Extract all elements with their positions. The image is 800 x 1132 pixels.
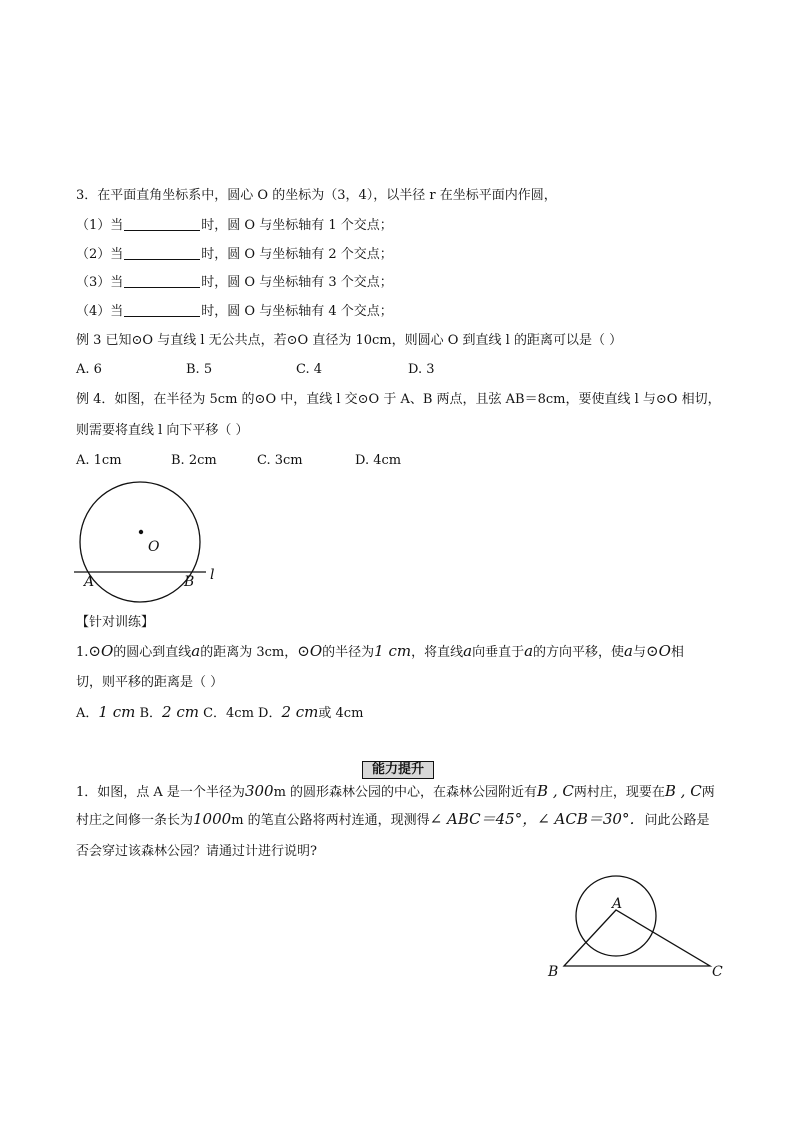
practice-q1-num: 1. [76,645,89,660]
q3-item-1-num: （1）当 [76,218,124,233]
practice-q1-text: ，将直线 [411,645,464,660]
ex4-option-c: C. 3cm [257,453,303,468]
ex3-option-c: C. 4 [296,362,323,377]
practice-option-a-label: A． [76,706,99,721]
circle-o-symbol: ⊙O [297,642,323,660]
ability-text: 问此公路是 [644,813,710,828]
q3-item-1-blank[interactable] [124,217,200,231]
practice-q1-text: 向垂直于 [472,645,525,660]
practice-q1-line1 [76,639,684,665]
q3-item-4 [76,302,393,322]
q3-stem: 3．在平面直角坐标系中，圆心 O 的坐标为（3，4），以半径 r 在坐标平面内作圆， [76,188,557,203]
villages-bc: B , C [664,782,702,800]
practice-q1-text: 的距离为 3cm， [200,645,298,660]
q3-item-4-tail: 时，圆 O 与坐标轴有 4 个交点； [201,304,393,319]
label-c: C [712,964,723,980]
ex4-option-b: B. 2cm [171,453,217,468]
q3-item-2-tail: 时，圆 O 与坐标轴有 2 个交点； [201,247,393,262]
practice-option-b-value: 2 cm [162,703,199,721]
ex3-stem: 例 3 已知⊙O 与直线 l 无公共点，若⊙O 直径为 10cm，则圆心 O 到直线 l 的距离可以是（ ） [76,333,623,348]
ability-text: m 的圆形森林公园的中心，在森林公园附近有 [273,785,538,800]
ability-q1-line3: 否会穿过该森林公园？请通过计进行说明? [76,844,317,859]
var-a: a [463,642,473,660]
practice-q1-text: 相 [670,645,684,660]
ex4-stem-1: 例 4．如图，在半径为 5cm 的⊙O 中，直线 l 交⊙O 于 A、B 两点，且弦 AB＝8cm，要使直线 l 与⊙O 相切， [76,392,721,407]
q3-item-1 [76,216,393,236]
ex4-option-a: A. 1cm [76,453,122,468]
ability-q1-line1 [76,780,715,804]
circle-o-symbol: ⊙O [646,642,671,660]
ex4-label-o: O [148,539,160,555]
practice-q1-text: 与 [633,645,647,660]
var-a: a [524,642,534,660]
q3-item-2-num: （2）当 [76,247,124,262]
ex4-label-l: l [210,567,215,583]
var-a: a [191,642,201,660]
q3-item-1-tail: 时，圆 O 与坐标轴有 1 个交点； [201,218,393,233]
practice-q1-text: 的半径为 [322,645,375,660]
ex4-center-dot [139,530,143,534]
q3-item-2 [76,245,393,265]
ability-text: 两村庄，现要在 [573,785,665,800]
practice-option-a-value: 1 cm [98,703,136,721]
angle-abc: ∠ ABC＝45°， [429,810,538,828]
triangle-abc [564,910,710,966]
ex3-option-d: D. 3 [408,362,435,377]
label-a: A [612,896,623,912]
ex4-label-a: A [84,574,95,590]
ability-q1-line2 [76,808,710,832]
ex3-options [76,360,435,380]
length-1000: 1000 [193,810,232,828]
q3-item-3-tail: 时，圆 O 与坐标轴有 3 个交点； [201,275,393,290]
section-heading: 能力提升 [362,761,434,779]
var-a: a [624,642,633,660]
park-circle [576,876,656,956]
ability-text: 两 [701,785,715,800]
q3-item-3-num: （3）当 [76,275,124,290]
ability-text: 村庄之间修一条长为 [76,813,194,828]
ex4-figure [60,476,240,626]
q3-item-2-blank[interactable] [124,246,200,260]
practice-option-c: C．4cm D． [198,706,282,721]
practice-option-d-tail: 或 4cm [318,706,364,721]
practice-option-b-label: B． [135,706,163,721]
ability-text: m 的笔直公路将两村连通，现测得 [231,813,430,828]
villages-bc: B , C [537,782,574,800]
radius-value: 1 cm [374,642,412,660]
ex3-option-b: B. 5 [186,362,213,377]
ex4-stem-2: 则需要将直线 l 向下平移（ ） [76,423,249,438]
practice-q1-options [76,701,363,725]
q3-item-4-num: （4）当 [76,304,124,319]
practice-option-d-value: 2 cm [281,703,319,721]
practice-q1-line2: 切，则平移的距离是（ ） [76,675,224,690]
ex4-circle [80,482,200,602]
ex4-option-d: D. 4cm [355,453,402,468]
practice-q1-text: 的方向平移，使 [533,645,625,660]
ability-figure [540,870,740,990]
ex4-options [76,451,401,471]
q3-item-3-blank[interactable] [124,274,200,288]
circle-o-symbol: ⊙O [88,642,114,660]
ability-text: 1．如图，点 A 是一个半径为 [76,785,245,800]
q3-item-3 [76,273,393,293]
angle-acb: ∠ ACB＝30°． [537,810,645,828]
radius-300: 300 [244,782,274,800]
q3-item-4-blank[interactable] [124,303,200,317]
practice-q1-text: 的圆心到直线 [113,645,192,660]
ex3-option-a: A. 6 [76,362,102,377]
label-b: B [548,964,559,980]
practice-title: 【针对训练】 [76,615,155,630]
ex4-label-b: B [184,574,195,590]
